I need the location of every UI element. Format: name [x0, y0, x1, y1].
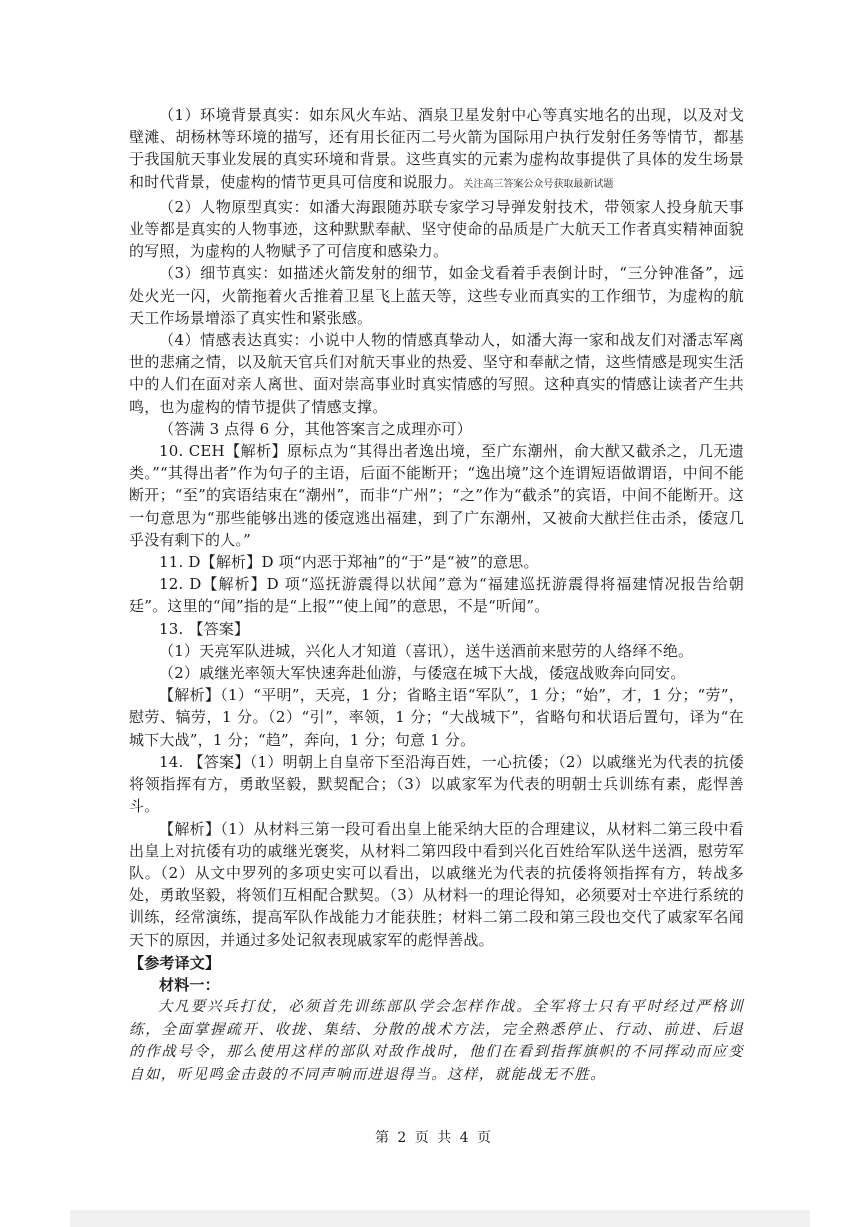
answer-q13-part1: （1）天亮军队进城，兴化人才知道（喜讯），送牛送酒前来慰劳的人络绎不绝。 — [159, 641, 694, 660]
answer-q14-analysis: 【解析】（1）从材料三第一段可看出皇上能采纳大臣的合理建议，从材料二第三段中看出皇上对抗倭有功的戚继光褒奖，从材料二第四段中看到兴化百姓给军队送牛送酒，慰劳军队。（2）从文中罗列的多项史实可以看出，以戚继光为代表的抗倭将领指挥有方，转战多处，勇敢坚毅，将领们互相配合默契。（3）从材料一的理论得知，必须要对士卒进行系统的训练，经常演练，提高军队作战能力才能获胜；材料二第二段和第三段也交代了戚家军名闻天下的原因，并通过多处记叙表现戚家军的彪悍善战。 — [129, 819, 744, 949]
answer-q13-part2: （2）戚继光率领大军快速奔赴仙游，与倭寇在城下大战，倭寇战败奔向同安。 — [159, 664, 686, 683]
answer-q12: 12. D【解析】D 项“巡抚游震得以状闻”意为“福建巡抚游震得将福建情况报告给朝廷”。这里的“闻”指的是“上报”“使上闻”的意思，不是“听闻”。 — [129, 575, 744, 616]
answer-q10: 10. CEH【解析】原标点为“其得出者逸出境，至广东潮州，俞大猷又截杀之，几无遗类。”“其得出者”作为句子的主语，后面不能断开；“逸出境”这个连谓短语做谓语，中间不能断开；“至”的宾语结束在“潮州”，而非“广州”；“之”作为“截杀”的宾语，中间不能断开。这一句意思为“那些能够出逃的倭寇逃出福建，到了广东潮州，又被俞大猷拦住击杀，倭寇几乎没有剩下的人。” — [129, 442, 744, 549]
answer-content — [129, 104, 744, 1086]
paragraph-scoring-note: （答满 3 点得 6 分，其他答案言之成理亦可） — [159, 419, 472, 438]
reference-translation-heading: 【参考译文】 — [129, 953, 221, 972]
page-footer: 第 2 页 共 4 页 — [374, 1130, 494, 1146]
paragraph-emotion: （4）情感表达真实：小说中人物的情感真挚动人，如潘大海一家和战友们对潘志军离世的悲痛之情，以及航天官兵们对航天事业的热爱、坚守和奉献之情，这些情感是现实生活中的人们在面对亲人离世、面对崇高事业时真实情感的写照。这种真实的情感让读者产生共鸣，也为虚构的情节提供了情感支撑。 — [129, 331, 744, 416]
bottom-band — [70, 1210, 810, 1227]
answer-q13-heading: 13. 【答案】 — [159, 619, 250, 638]
notice-text: 关注高三答案公众号获取最新试题 — [463, 178, 614, 190]
paragraph-detail: （3）细节真实：如描述火箭发射的细节，如金戈看着手表倒计时，“三分钟准备”，远处火光一闪，火箭拖着火舌推着卫星飞上蓝天等，这些专业而真实的工作细节，为虚构的航天工作场景增添了真实性和紧张感。 — [129, 264, 744, 327]
paragraph-environment: （1）环境背景真实：如东风火车站、酒泉卫星发射中心等真实地名的出现，以及对戈壁滩、胡杨林等环境的描写，还有用长征丙二号火箭为国际用户执行发射任务等情节，都基于我国航天事业发展的真实环境和背景。这些真实的元素为虚构故事提供了具体的发生场景和时代背景，使虚构的情节更具可信度和说服力。关注高三答案公众号获取最新试题 — [129, 106, 744, 191]
answer-q14: 14. 【答案】（1）明朝上自皇帝下至沿海百姓，一心抗倭；（2）以戚继光为代表的抗倭将领指挥有方，勇敢坚毅，默契配合；（3）以戚家军为代表的明朝士兵训练有素，彪悍善斗。 — [129, 752, 744, 816]
material-one-translation: 大凡要兴兵打仗，必须首先训练部队学会怎样作战。全军将士只有平时经过严格训练，全面掌握疏开、收拢、集结、分散的战术方法，完全熟悉停止、行动、前进、后退的作战号令，那么使用这样的部队对敌作战时，他们在看到指挥旗帜的不同挥动而应变自如，听见鸣金击鼓的不同声响而进退得当。这样，就能战无不胜。 — [129, 999, 744, 1083]
paragraph-character: （2）人物原型真实：如潘大海跟随苏联专家学习导弹发射技术，带领家人投身航天事业等都是真实的人物事迹，这种默默奉献、坚守使命的品质是广大航天工作者真实精神面貌的写照，为虚构的人物赋予了可信度和感染力。 — [129, 197, 744, 261]
answer-q13-analysis: 【解析】（1）“平明”，天亮，1 分；省略主语“军队”，1 分；“始”，才，1 分；“劳”，慰劳、犒劳，1 分。（2）“引”，率领，1 分；“大战城下”，省略句和状语后置句，译为“在城下大战”，1 分；“趋”，奔向，1 分；句意 1 分。 — [129, 686, 744, 749]
answer-q11: 11. D【解析】D 项“内恶于郑袖”的“于”是“被”的意思。 — [159, 553, 539, 572]
material-one-heading: 材料一： — [159, 975, 220, 994]
